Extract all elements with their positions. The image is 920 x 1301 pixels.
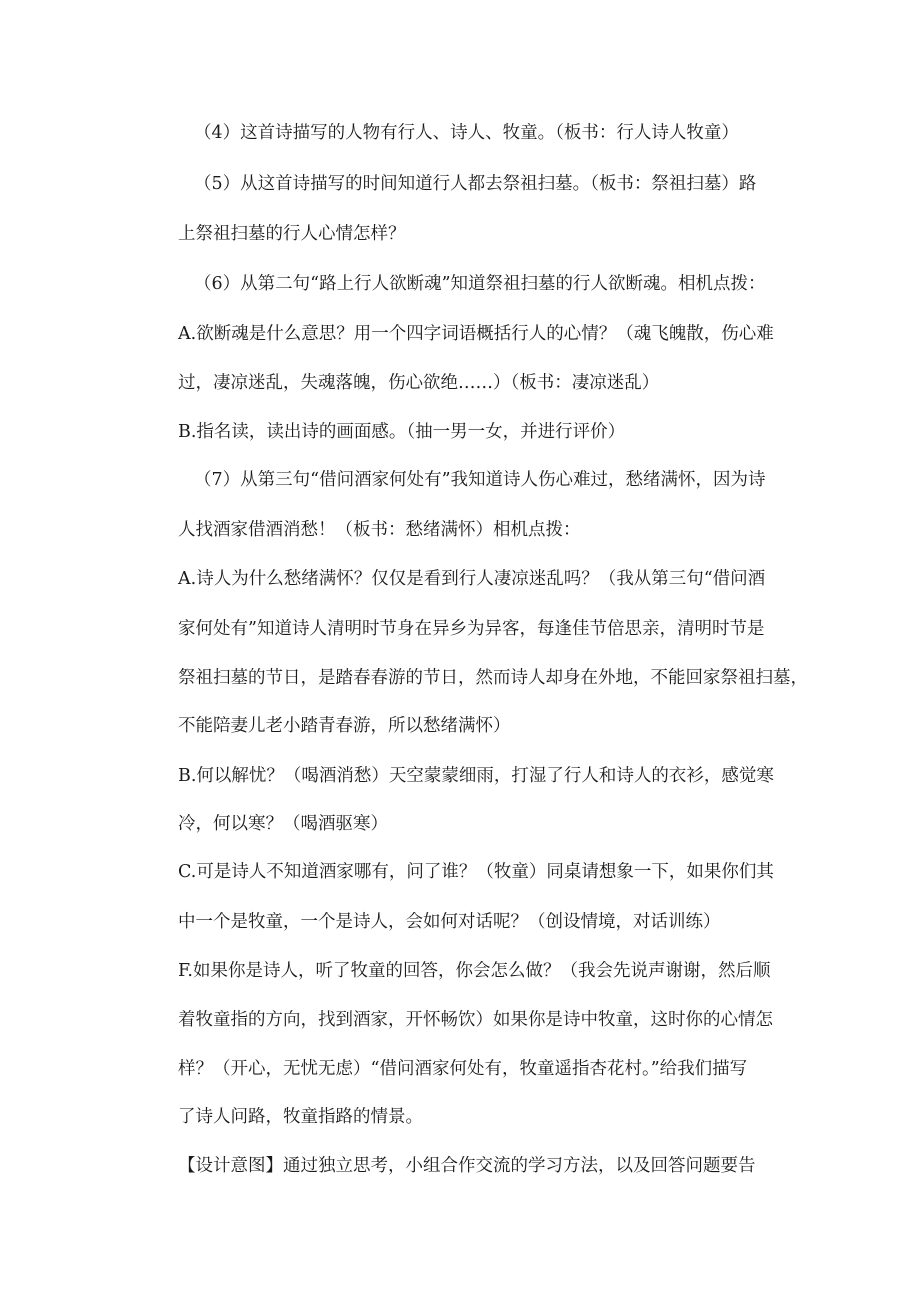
text-line: （4）这首诗描写的人物有行人、诗人、牧童。（板书：行人诗人牧童） xyxy=(194,123,739,143)
text-line: （5）从这首诗描写的时间知道行人都去祭祖扫墓。（板书：祭祖扫墓）路 xyxy=(194,174,757,194)
text-line: 中一个是牧童，一个是诗人，会如何对话呢？（创设情境，对话训练） xyxy=(178,912,721,932)
text-line: （7）从第三句“借问酒家何处有”我知道诗人伤心难过，愁绪满怀，因为诗 xyxy=(194,470,766,490)
text-line: A.诗人为什么愁绪满怀？仅仅是看到行人凄凉迷乱吗？（我从第三句“借问酒 xyxy=(178,569,766,589)
text-line: 祭祖扫墓的节日，是踏春春游的节日，然而诗人却身在外地，不能回家祭祖扫墓， xyxy=(178,668,808,688)
text-line: 过，凄凉迷乱，失魂落魄，伤心欲绝……）（板书：凄凉迷乱） xyxy=(178,373,660,393)
text-line: 了诗人问路，牧童指路的情景。 xyxy=(178,1107,423,1127)
text-line: 家何处有”知道诗人清明时节身在异乡为异客，每逢佳节倍思亲，清明时节是 xyxy=(178,619,765,639)
text-line: 不能陪妻儿老小踏青春游，所以愁绪满怀） xyxy=(178,716,511,736)
text-line: 冷，何以寒？（喝酒驱寒） xyxy=(178,814,388,834)
text-line: B.指名读，读出诗的画面感。（抽一男一女，并进行评价） xyxy=(178,422,626,442)
text-line: B.何以解忧？（喝酒消愁）天空蒙蒙细雨，打湿了行人和诗人的衣衫，感觉寒 xyxy=(178,766,774,786)
text-line: C.可是诗人不知道酒家哪有，问了谁？（牧童）同桌请想象一下，如果你们其 xyxy=(178,862,774,882)
text-line: A.欲断魂是什么意思？用一个四字词语概括行人的心情？（魂飞魄散，伤心难 xyxy=(178,324,774,344)
text-line: 人找酒家借酒消愁！（板书：愁绪满怀）相机点拨： xyxy=(178,520,581,540)
text-line: 着牧童指的方向，找到酒家，开怀畅饮）如果你是诗中牧童，这时你的心情怎 xyxy=(178,1010,773,1030)
text-line: 【设计意图】通过独立思考，小组合作交流的学习方法，以及回答问题要告 xyxy=(178,1156,756,1176)
text-line: 样？（开心，无忧无虑）“借问酒家何处有，牧童遥指杏花村。”给我们描写 xyxy=(178,1059,748,1079)
text-line: 上祭祖扫墓的行人心情怎样？ xyxy=(178,224,406,244)
text-line: （6）从第二句“路上行人欲断魂”知道祭祖扫墓的行人欲断魂。相机点拨： xyxy=(194,274,766,294)
text-line: F.如果你是诗人，听了牧童的回答，你会怎么做？（我会先说声谢谢，然后顺 xyxy=(178,961,771,981)
